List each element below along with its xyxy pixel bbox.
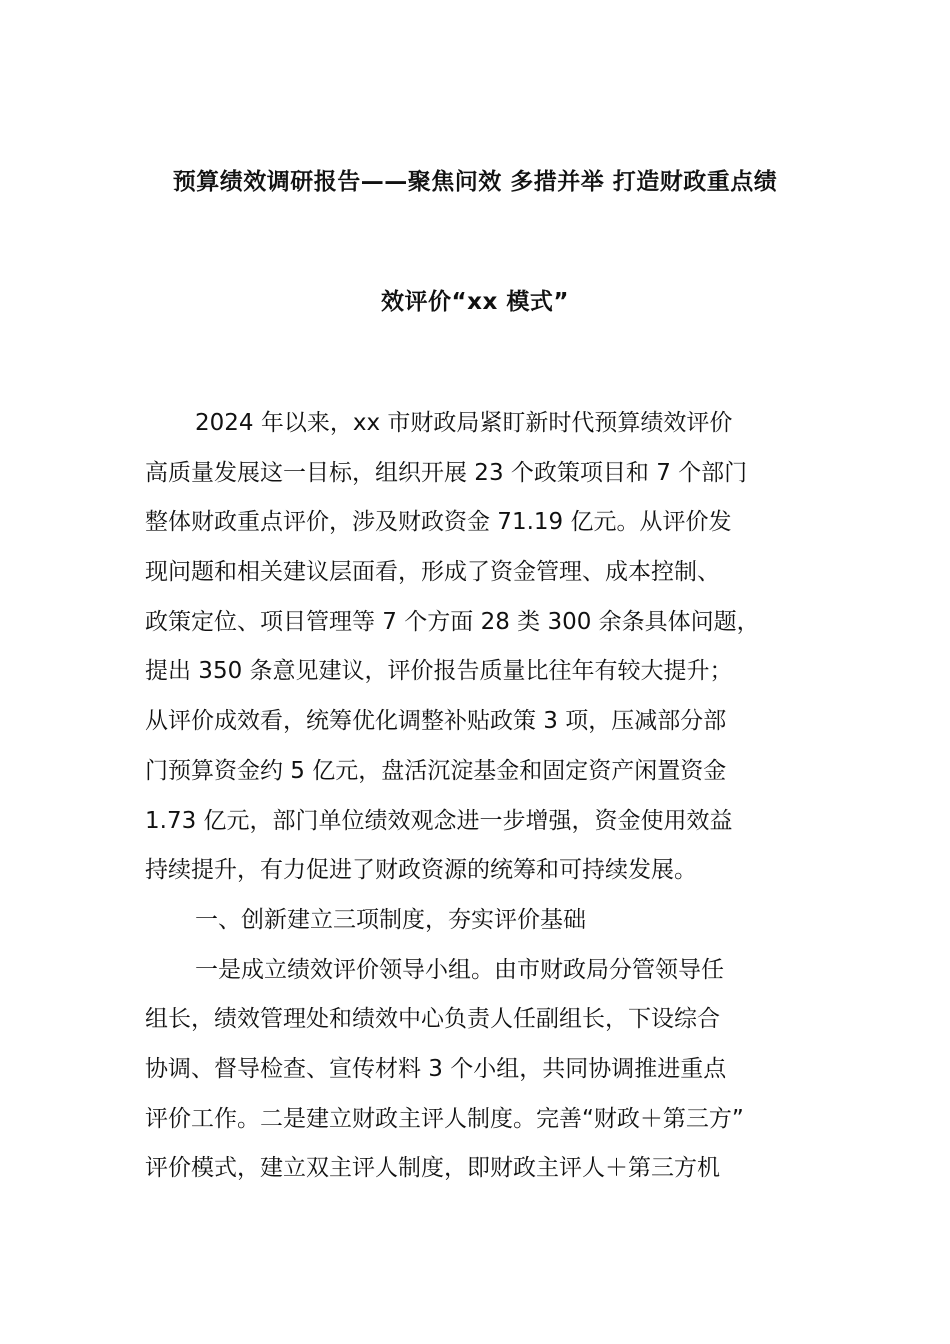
text-line: 持续提升，有力促进了财政资源的统筹和可持续发展。 — [145, 857, 697, 884]
section-heading — [145, 896, 845, 946]
text-line: 整体财政重点评价，涉及财政资金 71.19 亿元。从评价发 — [145, 509, 732, 536]
text-line: 评价模式，建立双主评人制度，即财政主评人＋第三方机 — [145, 1155, 720, 1182]
text-line: 提出 350 条意见建议，评价报告质量比往年有较大提升； — [145, 658, 733, 685]
text-line: 评价工作。二是建立财政主评人制度。完善“财政＋第三方” — [145, 1105, 744, 1132]
text-line: 门预算资金约 5 亿元，盘活沉淀基金和固定资产闲置资金 — [145, 757, 727, 784]
text-line: 一是成立绩效评价领导小组。由市财政局分管领导任 — [195, 956, 724, 983]
document-body — [145, 399, 845, 1194]
document-title-line-2: 效评价“xx 模式” — [381, 289, 569, 315]
section-heading-text: 一、创新建立三项制度，夯实评价基础 — [195, 906, 586, 933]
text-line: 2024 年以来，xx 市财政局紧盯新时代预算绩效评价 — [195, 410, 733, 436]
paragraph-section-1 — [145, 946, 845, 1194]
text-line: 政策定位、项目管理等 7 个方面 28 类 300 余条具体问题， — [145, 608, 760, 635]
text-line: 现问题和相关建议层面看，形成了资金管理、成本控制、 — [145, 559, 720, 586]
text-line: 协调、督导检查、宣传材料 3 个小组，共同协调推进重点 — [145, 1055, 727, 1082]
document-title-line-1: 预算绩效调研报告——聚焦问效 多措并举 打造财政重点绩 — [172, 169, 778, 195]
paragraph-intro — [145, 399, 845, 896]
text-line: 高质量发展这一目标，组织开展 23 个政策项目和 7 个部门 — [145, 459, 748, 486]
text-line: 1.73 亿元，部门单位绩效观念进一步增强，资金使用效益 — [145, 807, 733, 834]
text-line: 从评价成效看，统筹优化调整补贴政策 3 项，压减部分部 — [145, 708, 727, 735]
text-line: 组长，绩效管理处和绩效中心负责人任副组长，下设综合 — [145, 1006, 720, 1033]
